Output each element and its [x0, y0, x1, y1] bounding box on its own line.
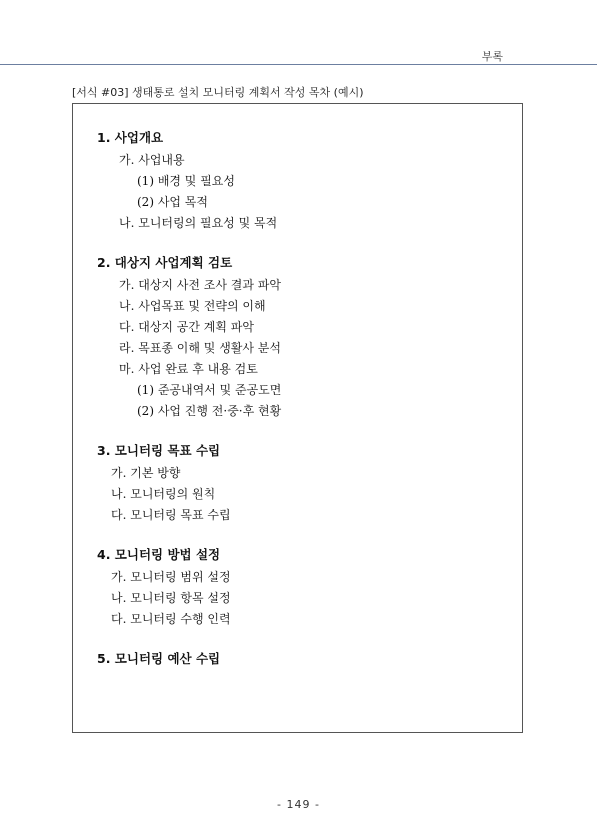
toc-section	[97, 251, 512, 422]
section-title: 3. 모니터링 목표 수립	[97, 443, 221, 458]
toc-item: 나. 모니터링 항목 설정	[111, 591, 231, 605]
toc-item: 마. 사업 완료 후 내용 검토	[119, 362, 258, 376]
toc-section	[97, 439, 512, 526]
toc-section	[97, 543, 512, 630]
toc-item: 가. 모니터링 범위 설정	[111, 570, 231, 584]
form-caption: [서식 #03] 생태통로 설치 모니터링 계획서 작성 목차 (예시)	[72, 86, 364, 99]
toc-item: 나. 모니터링의 필요성 및 목적	[119, 216, 278, 230]
toc-item: 가. 대상지 사전 조사 결과 파악	[119, 278, 281, 292]
running-header: 부록	[481, 50, 503, 63]
toc-item: 다. 대상지 공간 계획 파악	[119, 320, 254, 334]
section-title: 4. 모니터링 방법 설정	[97, 547, 221, 562]
toc-section	[97, 647, 512, 671]
toc-subitem: (1) 준공내역서 및 준공도면	[137, 383, 282, 397]
section-title: 1. 사업개요	[97, 130, 164, 145]
section-title: 5. 모니터링 예산 수립	[97, 651, 221, 666]
section-title: 2. 대상지 사업계획 검토	[97, 255, 233, 270]
toc-subitem: (2) 사업 진행 전·중·후 현황	[137, 404, 282, 418]
toc-item: 가. 사업내용	[119, 153, 185, 167]
toc-section	[97, 126, 512, 234]
toc-box	[72, 103, 523, 733]
table-of-contents	[97, 126, 512, 688]
header-rule	[0, 64, 597, 65]
page-number: - 149 -	[277, 798, 320, 811]
toc-subitem: (2) 사업 목적	[137, 195, 208, 209]
toc-item: 가. 기본 방향	[111, 466, 181, 480]
toc-item: 다. 모니터링 목표 수립	[111, 508, 231, 522]
toc-item: 다. 모니터링 수행 인력	[111, 612, 231, 626]
toc-item: 나. 모니터링의 원칙	[111, 487, 216, 501]
toc-item: 나. 사업목표 및 전략의 이해	[119, 299, 266, 313]
toc-item: 라. 목표종 이해 및 생활사 분석	[119, 341, 281, 355]
toc-subitem: (1) 배경 및 필요성	[137, 174, 235, 188]
